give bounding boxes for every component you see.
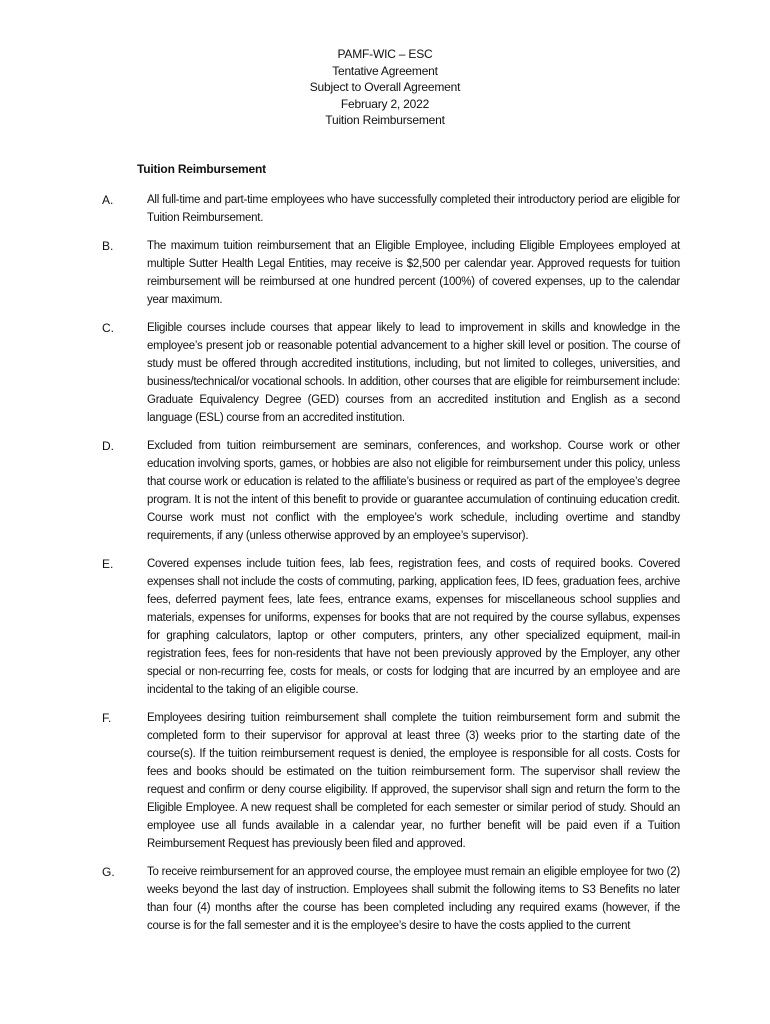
item-letter: G.	[102, 865, 115, 879]
list-item-f	[0, 709, 770, 853]
list-item-c	[0, 319, 770, 427]
item-text: Eligible courses include courses that appear likely to lead to improvement in skills and knowledge in the employee’s present job or reasonable potential advancement to a higher skill level or position. The course of study must be offered through accredited institutions, including, but not limited to colleges, universities, and business/technical/or vocational schools. In addition, other courses that are eligible for reimbursement include: Graduate Equivalency Degree (GED) courses from an accredited institution and English as a second language (ESL) course from an accredited institution.	[147, 322, 680, 424]
header-line-3: Subject to Overall Agreement	[309, 80, 461, 94]
document-header	[0, 46, 770, 129]
item-text: Employees desiring tuition reimbursement shall complete the tuition reimbursement form and submit the completed form to their supervisor for approval at least three (3) weeks prior to the starting date of the course(s). If the tuition reimbursement request is denied, the employee is responsible for all costs. Costs for fees and books should be estimated on the tuition reimbursement form. The supervisor shall review the request and confirm or deny course eligibility. If approved, the supervisor shall sign and return the form to the Eligible Employee. A new request shall be completed for each semester or similar period of study. Should an employee use all funds available in a calendar year, no further benefit will be paid even if a Tuition Reimbursement Request has previously been filed and approved.	[147, 712, 680, 850]
list-item-e	[0, 555, 770, 699]
header-line-4: February 2, 2022	[340, 96, 430, 111]
item-letter: A.	[102, 193, 114, 207]
item-text: All full-time and part-time employees who have successfully completed their introductory period are eligible for Tuition Reimbursement.	[147, 194, 680, 224]
section-title: Tuition Reimbursement	[137, 162, 266, 176]
item-letter: C.	[102, 321, 114, 335]
item-letter: E.	[102, 557, 114, 571]
item-letter: B.	[102, 239, 114, 253]
item-text: The maximum tuition reimbursement that an Eligible Employee, including Eligible Employees employed at multiple Sutter Health Legal Entities, may receive is $2,500 per calendar year. Approved requests for tuition reimbursement will be reimbursed at one hundred percent (100%) of covered expenses, up to the calendar year maximum.	[147, 240, 680, 306]
header-line-2: Tentative Agreement	[332, 63, 438, 78]
list-item-b	[0, 237, 770, 309]
list-item-g	[0, 863, 770, 935]
list-item-d	[0, 437, 770, 545]
item-letter: F.	[102, 711, 112, 725]
item-text: Covered expenses include tuition fees, lab fees, registration fees, and costs of required books. Covered expenses shall not include the costs of commuting, parking, application fees, ID fees, graduation fees, archive fees, deferred payment fees, late fees, entrance exams, expenses for miscellaneous school supplies and materials, expenses for uniforms, expenses for books that are not required by the course syllabus, expenses for graphing calculators, laptop or other computers, printers, any other specialized equipment, mail-in registration fees, fees for non-residents that have not been previously approved by the Employer, any other special or non-recurring fee, costs for meals, or costs for lodging that are incurred by an employee and are incidental to the taking of an eligible course.	[147, 558, 680, 696]
list-item-a	[0, 191, 770, 227]
item-text: To receive reimbursement for an approved course, the employee must remain an eligible employee for two (2) weeks beyond the last day of instruction. Employees shall submit the following items to S3 Benefits no later than four (4) months after the course has been completed including any required exams (however, if the course is for the fall semester and it is the employee’s desire to have the costs applied to the current	[147, 866, 680, 932]
items-list	[0, 191, 770, 945]
item-letter: D.	[102, 439, 114, 453]
item-text: Excluded from tuition reimbursement are seminars, conferences, and workshop. Course work or other education involving sports, games, or hobbies are also not eligible for reimbursement under this policy, unless that course work or education is related to the affiliate’s business or required as part of the employee’s degree program. It is not the intent of this benefit to provide or guarantee accumulation of continuing education credit. Course work must not conflict with the employee’s work schedule, including overtime and standby requirements, if any (unless otherwise approved by an employee’s supervisor).	[147, 440, 680, 542]
header-line-1: PAMF-WIC – ESC	[337, 47, 433, 61]
header-line-5: Tuition Reimbursement	[325, 113, 445, 127]
